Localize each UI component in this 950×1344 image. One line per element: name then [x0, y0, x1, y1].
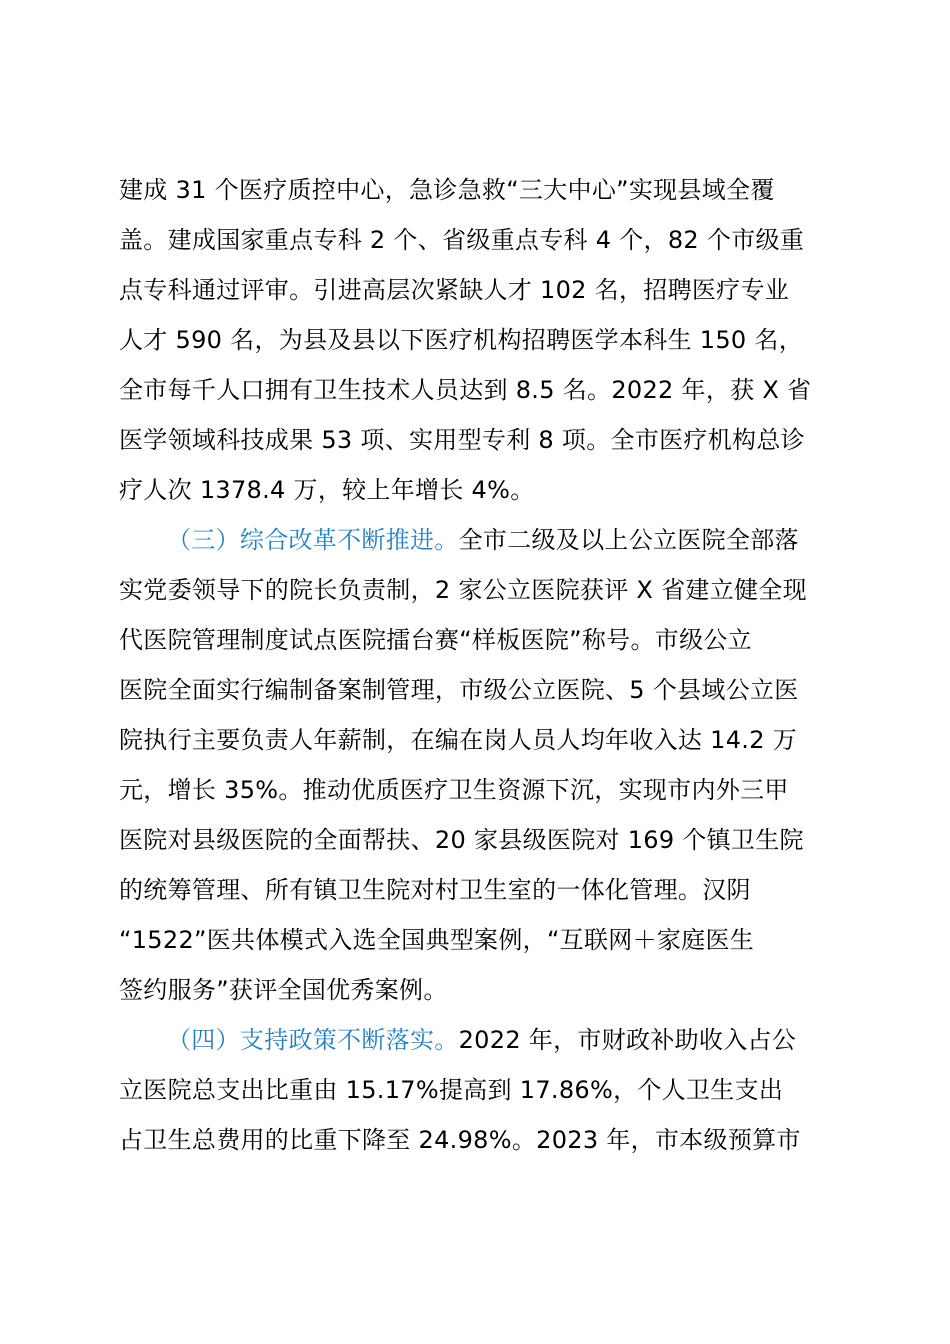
paragraph-first-line [119, 515, 839, 565]
paragraph-line: 疗人次 1378.4 万，较上年增长 4%。 [119, 476, 535, 504]
document-body [119, 165, 839, 1165]
paragraph-line: 医学领域科技成果 53 项、实用型专利 8 项。全市医疗机构总诊 [119, 426, 805, 454]
paragraph-line: 医院对县级医院的全面帮扶、20 家县级医院对 169 个镇卫生院 [119, 826, 804, 854]
paragraph-3 [119, 1015, 839, 1165]
paragraph-2 [119, 515, 839, 1015]
section-heading-3: （三）综合改革不断推进。 [167, 526, 459, 554]
paragraph-line: 点专科通过评审。引进高层次紧缺人才 102 名，招聘医疗专业 [119, 276, 790, 304]
paragraph-line: 院执行主要负责人年薪制，在编在岗人员人均年收入达 14.2 万 [119, 726, 797, 754]
paragraph-line: 元，增长 35%。推动优质医疗卫生资源下沉，实现市内外三甲 [119, 776, 789, 804]
paragraph-first-line-text: 2022 年，市财政补助收入占公 [458, 1026, 797, 1054]
paragraph-line: 全市每千人口拥有卫生技术人员达到 8.5 名。2022 年，获 X 省 [119, 376, 812, 404]
paragraph-line: 实党委领导下的院长负责制，2 家公立医院获评 X 省建立健全现 [119, 576, 807, 604]
paragraph-line: 医院全面实行编制备案制管理，市级公立医院、5 个县域公立医 [119, 676, 799, 704]
paragraph-line: “1522”医共体模式入选全国典型案例，“互联网＋家庭医生 [119, 926, 755, 954]
paragraph-1 [119, 165, 839, 515]
paragraph-first-line [119, 1015, 839, 1065]
paragraph-line: 代医院管理制度试点医院擂台赛“样板医院”称号。市级公立 [119, 626, 752, 654]
paragraph-line: 建成 31 个医疗质控中心，急诊急救“三大中心”实现县域全覆 [119, 176, 775, 204]
paragraph-line: 的统筹管理、所有镇卫生院对村卫生室的一体化管理。汉阴 [119, 876, 751, 904]
paragraph-line: 立医院总支出比重由 15.17%提高到 17.86%，个人卫生支出 [119, 1076, 784, 1104]
paragraph-line: 人才 590 名，为县及县以下医疗机构招聘医学本科生 150 名， [119, 326, 804, 354]
paragraph-line: 盖。建成国家重点专科 2 个、省级重点专科 4 个，82 个市级重 [119, 226, 805, 254]
paragraph-first-line-text: 全市二级及以上公立医院全部落 [458, 526, 799, 554]
paragraph-line: 签约服务”获评全国优秀案例。 [119, 976, 448, 1004]
section-heading-4: （四）支持政策不断落实。 [167, 1026, 459, 1054]
paragraph-line: 占卫生总费用的比重下降至 24.98%。2023 年，市本级预算市 [119, 1126, 801, 1154]
